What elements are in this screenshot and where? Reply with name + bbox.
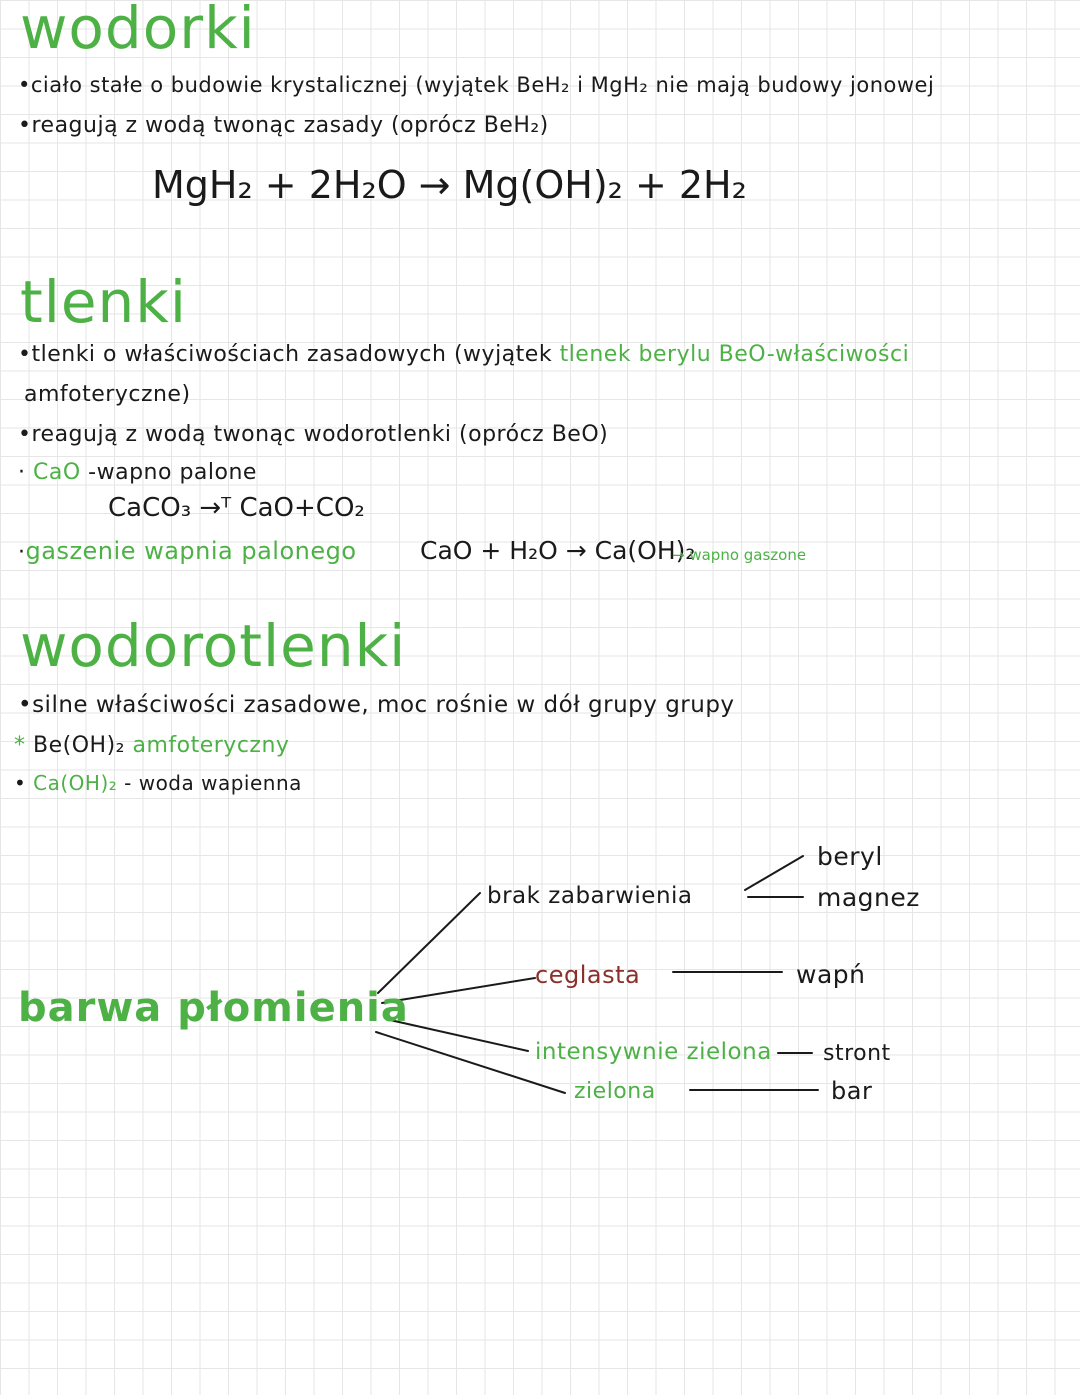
flame-title: barwa płomienia	[18, 985, 409, 1031]
flame-branch-intense-green: intensywnie zielona	[535, 1039, 772, 1065]
flame-element-bar: bar	[831, 1077, 873, 1105]
caoh-formula: Ca(OH)₂	[33, 771, 118, 795]
wodorki-bullet-reaction: •reagują z wodą twonąc zasady (oprócz BeH₂)	[18, 113, 549, 138]
cao-decomposition-equation: CaCO₃ →ᵀ CaO+CO₂	[108, 493, 365, 523]
beoh-description: amfoteryczny	[132, 733, 290, 758]
cao-formula: CaO	[33, 460, 81, 485]
wodorki-equation: MgH₂ + 2H₂O → Mg(OH)₂ + 2H₂	[152, 163, 747, 207]
flame-element-stront: stront	[823, 1041, 891, 1066]
slaking-note: → wapno gaszone	[672, 546, 807, 564]
connector-none	[378, 893, 480, 993]
flame-element-beryl: beryl	[817, 842, 883, 871]
cao-description: -wapno palone	[88, 460, 257, 485]
connector-beryl	[745, 856, 803, 890]
beoh-bullet: *	[14, 733, 26, 758]
flame-branch-none: brak zabarwienia	[487, 883, 693, 909]
caoh-description: - woda wapienna	[124, 771, 302, 795]
connector-intense-green	[390, 1020, 528, 1051]
section-title-tlenki: tlenki	[20, 268, 188, 336]
tlenki-bullet-properties-text: •tlenki o właściwościach zasadowych (wyjątek	[18, 342, 560, 367]
flame-element-wapn: wapń	[796, 960, 866, 989]
slaking-label: gaszenie wapnia palonego	[25, 537, 357, 565]
tlenki-bullet-properties-cont: amfoteryczne)	[24, 382, 191, 407]
slaking-equation: CaO + H₂O → Ca(OH)₂	[420, 536, 696, 565]
tlenki-beryllium-exception: tlenek berylu BeO-właściwości	[559, 342, 910, 367]
beoh-formula: Be(OH)₂	[33, 733, 125, 758]
wodorotlenki-bullet-properties: •silne właściwości zasadowe, moc rośnie w dół grupy grupy	[18, 692, 735, 718]
cao-bullet: ·	[18, 460, 26, 485]
section-title-wodorotlenki: wodorotlenki	[20, 612, 407, 680]
flame-branch-brick: ceglasta	[535, 961, 641, 989]
flame-element-magnez: magnez	[817, 883, 920, 912]
wodorki-bullet-state: •ciało stałe o budowie krystalicznej (wyjątek BeH₂ i MgH₂ nie mają budowy jonowej	[18, 73, 935, 97]
slaking-bullet: ·	[18, 540, 26, 565]
caoh-bullet: •	[14, 771, 27, 795]
flame-branch-green: zielona	[574, 1079, 656, 1104]
tlenki-bullet-reaction: •reagują z wodą twonąc wodorotlenki (oprócz BeO)	[18, 422, 609, 447]
section-title-wodorki: wodorki	[20, 0, 256, 62]
